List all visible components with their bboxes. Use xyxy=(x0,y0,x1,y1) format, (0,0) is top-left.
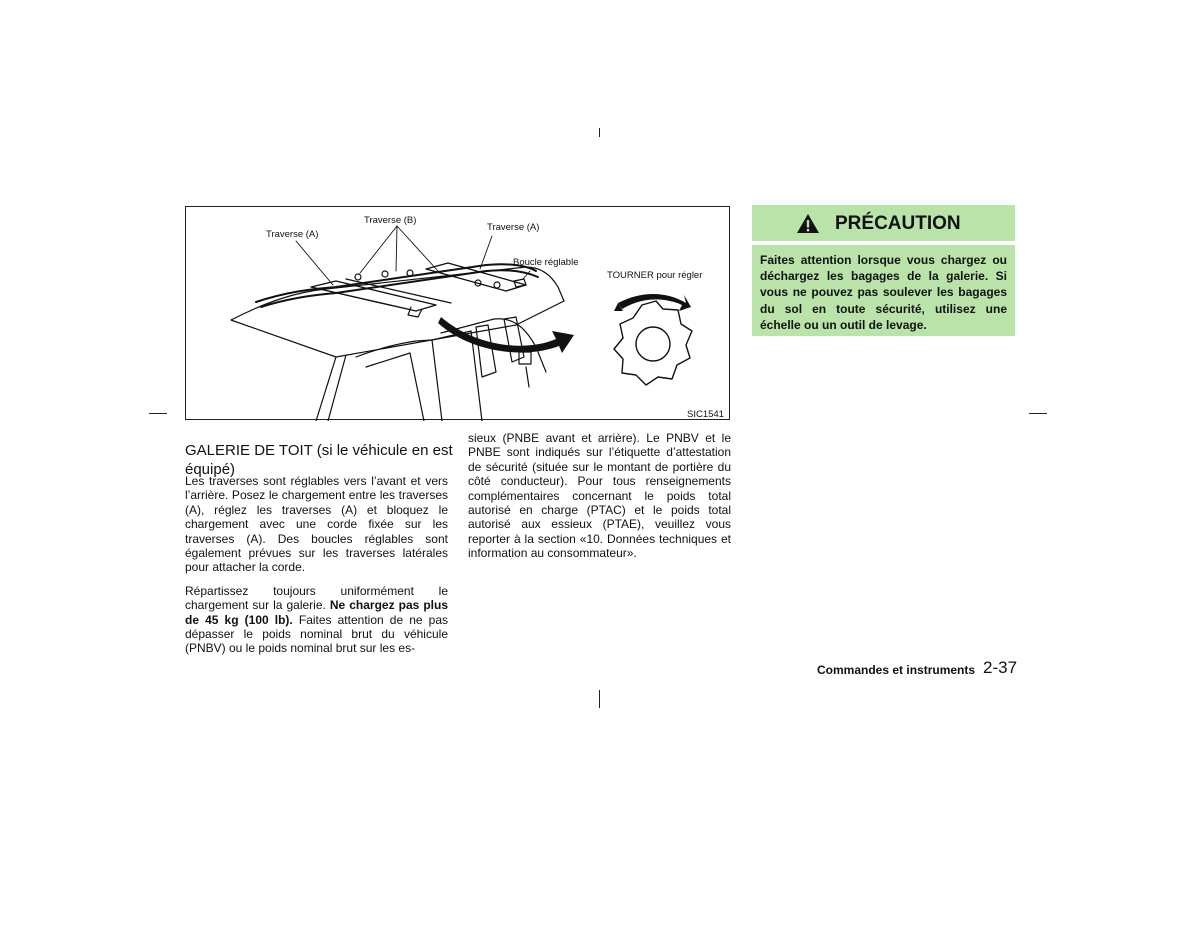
paragraph-distribution: Répartissez toujours uniformément le chargement sur la galerie. Ne chargez pas plus de 45 kg (100 lb). Faites attention de ne pas dépasser le poids nominal brut du véhicule (PNBV) ou le poids nominal brut sur les es- xyxy=(185,583,449,656)
roof-rack-illustration xyxy=(185,206,730,420)
label-traverse-a-right: Traverse (A) xyxy=(487,222,540,233)
paragraph-crossbars: Les traverses sont réglables vers l’avant et vers l’arrière. Posez le chargement entre les traverses (A), réglez les traverses (A) et bloquez le chargement avec une corde fixée sur les traverses (A). Des boucles réglables sont également prévues sur les traverses latérales pour attacher la corde. xyxy=(185,474,448,575)
paragraph-weight-ratings: sieux (PNBE avant et arrière). Le PNBV et le PNBE sont indiqués sur l’étiquette d’attestation de sécurité (située sur le montant de portière du côté conducteur). Pour tous renseignements complémentaires concernant le poids total autorisé en charge (PTAC) et le poids total autorisé aux essieux (PTAE), veuillez vous reporter à la section «10. Données techniques et information au consommateur». xyxy=(468,431,731,561)
crop-mark-bottom xyxy=(599,690,600,708)
text-column-left xyxy=(185,474,448,665)
caution-header xyxy=(752,205,1015,241)
figure-code: SIC1541 xyxy=(687,409,724,420)
text-column-right xyxy=(468,431,731,570)
warning-triangle-icon xyxy=(796,213,820,234)
footer-section-title: Commandes et instruments xyxy=(817,663,976,677)
label-traverse-b: Traverse (B) xyxy=(364,215,417,226)
crop-mark-left xyxy=(149,413,167,414)
crop-mark-top xyxy=(599,128,600,137)
page-number: 2-37 xyxy=(983,658,1018,677)
label-traverse-a-left: Traverse (A) xyxy=(266,229,319,240)
label-tourner: TOURNER pour régler xyxy=(607,270,703,281)
caution-title: PRÉCAUTION xyxy=(835,213,961,234)
max-load-warning: Ne chargez pas plus de 45 kg (100 lb). xyxy=(185,598,448,627)
label-boucle: Boucle réglable xyxy=(513,257,579,268)
section-heading: GALERIE DE TOIT (si le véhicule en est équipé) xyxy=(185,442,453,479)
crop-mark-right xyxy=(1029,413,1047,414)
caution-text: Faites attention lorsque vous chargez ou déchargez les bagages de la galerie. Si vous ne pouvez pas soulever les bagages du sol en toute sécurité, utilisez une échelle ou un outil de levage. xyxy=(752,245,1015,336)
